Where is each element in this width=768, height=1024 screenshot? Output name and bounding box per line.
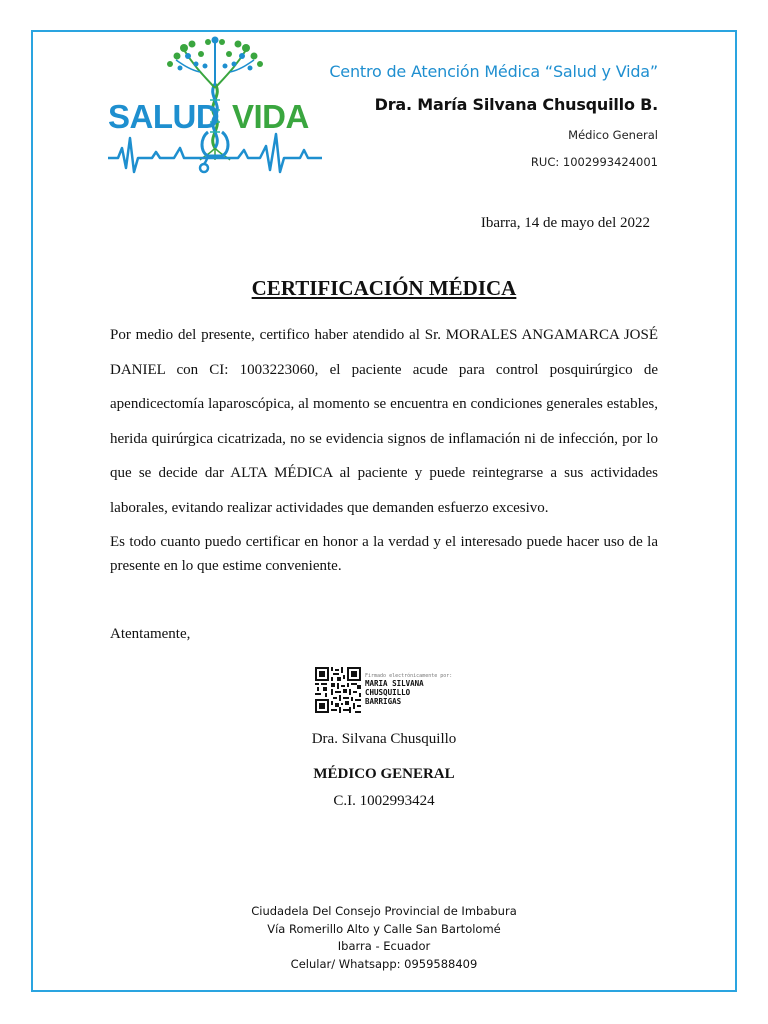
signatory-name: Dra. Silvana Chusquillo: [311, 731, 457, 747]
electronic-signature-text: [365, 673, 452, 706]
logo-text-salud: SALUD: [108, 98, 220, 135]
signature-qr-code: [315, 667, 361, 713]
signatory-id: C.I. 1002993424: [333, 793, 435, 809]
body-paragraph-1: Por medio del presente, certifico haber atendido al Sr. MORALES ANGAMARCA JOSÉ DANIEL con CI: 1003223060, el paciente acude para control posquirúrgico de apendicectomía laparoscópica, al momento se encuentra en condiciones generales estables, herida quirúrgica cicatrizada, no se evidencia signos de inflamación ni de infección, por lo que se decide dar ALTA MÉDICA al paciente y puede reintegrarse a sus actividades laborales, evitando realizar actividades que demanden esfuerzo excesivo.: [110, 327, 658, 516]
ruc-number: RUC: 1002993424001: [530, 155, 658, 169]
doctor-role: Médico General: [568, 128, 658, 142]
footer-line-4: Celular/ Whatsapp: 0959588409: [290, 956, 478, 971]
signatory-title: MÉDICO GENERAL: [313, 766, 455, 782]
footer-line-2: Vía Romerillo Alto y Calle San Bartolomé: [267, 921, 501, 936]
signer-name-line-3: BARRIGAS: [365, 697, 402, 706]
document-title: CERTIFICACIÓN MÉDICA: [251, 276, 517, 300]
doctor-name: Dra. María Silvana Chusquillo B.: [374, 95, 658, 114]
signer-name-line-1: MARIA SILVANA: [365, 679, 424, 688]
logo-text-vida: VIDA: [232, 98, 309, 135]
closing-text: Atentamente,: [110, 626, 191, 642]
salud-vida-logo: [104, 36, 326, 184]
signer-name-line-2: CHUSQUILLO: [365, 688, 411, 697]
date-line: Ibarra, 14 de mayo del 2022: [480, 215, 650, 231]
footer-address: [0, 903, 768, 973]
signature-caption: Firmado electrónicamente por:: [365, 673, 453, 679]
footer-line-1: Ciudadela Del Consejo Provincial de Imbabura: [251, 904, 517, 918]
body-paragraph-2: Es todo cuanto puedo certificar en honor a la verdad y el interesado puede hacer uso de la presente en lo que estime conveniente.: [110, 534, 658, 574]
footer-line-3: Ibarra - Ecuador: [337, 939, 431, 953]
center-name: Centro de Atención Médica “Salud y Vida”: [329, 62, 658, 81]
